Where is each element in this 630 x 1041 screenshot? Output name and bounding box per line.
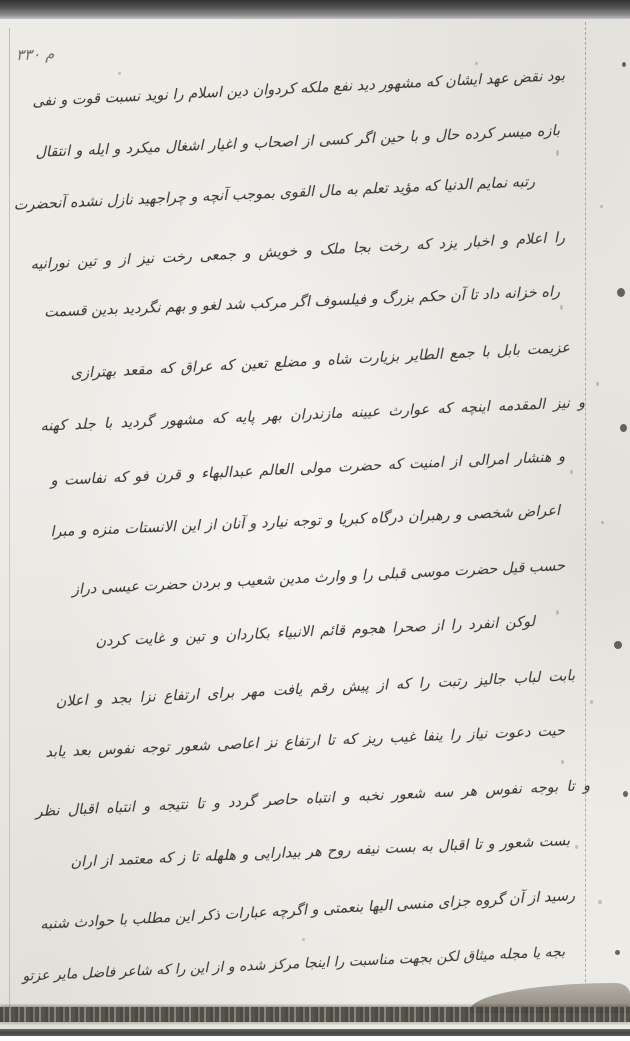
manuscript-line: و هنشار امرالی از امنیت که حضرت مولی العالم عبدالبهاء و قرن فو که نفاست و	[50, 449, 566, 490]
manuscript-line: حسب قیل حضرت موسی قبلی را و وارث مدین شعیب و بردن حضرت عیسی دراز	[71, 558, 566, 599]
ink-speck	[590, 700, 593, 704]
ink-speck	[620, 424, 627, 432]
ink-speck	[118, 72, 121, 75]
manuscript-line: و نیز المقدمه اینچه که عوارث عیینه مازندران بهر پایه که مشهور گردید با جلد کهنه	[40, 395, 586, 435]
manuscript-line: رسید از آن گروه جزای منسی الیها بنعمتی و اگرچه عبارات ذکر این مطلب با حوادث شنبه	[39, 888, 576, 933]
ink-speck	[302, 938, 305, 941]
manuscript-line: اعراض شخصی و رهبران درگاه کبریا و توجه نیارد و آنان از این الانستات منزه و مبرا	[50, 503, 561, 541]
ink-speck	[561, 760, 564, 764]
ink-speck	[556, 150, 559, 156]
manuscript-line: راه خزانه داد تا آن حکم بزرگ و فیلسوف اگر مرکب شد لغو و بهم نگردید بدین قسمت	[43, 284, 561, 321]
manuscript-line: بست شعور و تا اقبال به بست نیفه روح هر بیدارایی و هلهله تا ز که معتمد از اران	[70, 833, 571, 871]
manuscript-line: بابت لباب جالیز رتبت را که از پیش رقم یافت مهر برای ارتفاع نزا بجد و اعلان	[55, 668, 576, 711]
manuscript-line: رتبه نمایم الدنیا که مؤید تعلم به مال القوی بموجب آنچه و چراجهید نازل نشده آنحضرت	[13, 174, 536, 214]
ink-speck	[614, 641, 622, 649]
ink-speck	[601, 521, 604, 524]
ink-speck	[475, 62, 478, 65]
page-number-note: م ۳۳۰	[15, 44, 55, 65]
ink-speck	[623, 791, 628, 797]
manuscript-line: و تا بوجه نفوس هر سه شعور نخبه و انتباه حاصر گردد و تا نتیجه و انتباه اقبال نظر	[35, 778, 591, 821]
manuscript-line: بود نقض عهد ایشان که مشهور دید نفع ملکه کردوان دین اسلام را نوید نسبت قوت و نفی	[31, 68, 566, 111]
scan-bottom-edge-line	[0, 1029, 630, 1036]
manuscript-line: را اعلام و اخبار یزد که رخت بجا ملک و خویش و جمعی رخت نیز از و تین نورانیه	[30, 230, 566, 274]
manuscript-line: بازه میسر کرده حال و با حین اگر کسی از اصحاب و اغیار اشغال میکرد و ایله و انتقال	[35, 123, 561, 161]
ink-speck	[617, 288, 625, 297]
scan-bottom-torn-edge	[0, 1007, 630, 1022]
ink-speck	[596, 382, 599, 386]
ink-speck	[560, 305, 563, 310]
ink-speck	[575, 845, 578, 849]
manuscript-line: بجه یا مجله میثاق لکن بجهت مناسبت را اینجا مرکز شده و از این را که شاعر فاضل مایر عزتو	[22, 944, 566, 985]
gutter-fold-line	[585, 22, 586, 1007]
ink-speck	[598, 900, 602, 904]
ink-speck	[600, 205, 603, 208]
manuscript-line: حیت دعوت نیاز را ینفا غیب ریز که تا ارتفاع نز اعاصی شعور توجه نفوس بعد یابد	[45, 723, 566, 761]
scan-top-edge	[0, 0, 630, 19]
page-left-edge-line	[9, 28, 10, 1008]
ink-speck	[570, 470, 573, 474]
manuscript-line: عزیمت بابل با جمع الطایر بزیارت شاه و مضلع تعین که عراق که مقعد بهترازی	[70, 340, 571, 383]
ink-speck	[615, 950, 620, 955]
manuscript-line: لوکن انفرد را از صحرا هجوم قائم الانبیاء بکاردان و تین و غایت کردن	[95, 614, 536, 650]
ink-speck	[556, 610, 559, 615]
ink-speck	[622, 62, 626, 67]
scan-bottom-margin	[0, 1036, 630, 1041]
